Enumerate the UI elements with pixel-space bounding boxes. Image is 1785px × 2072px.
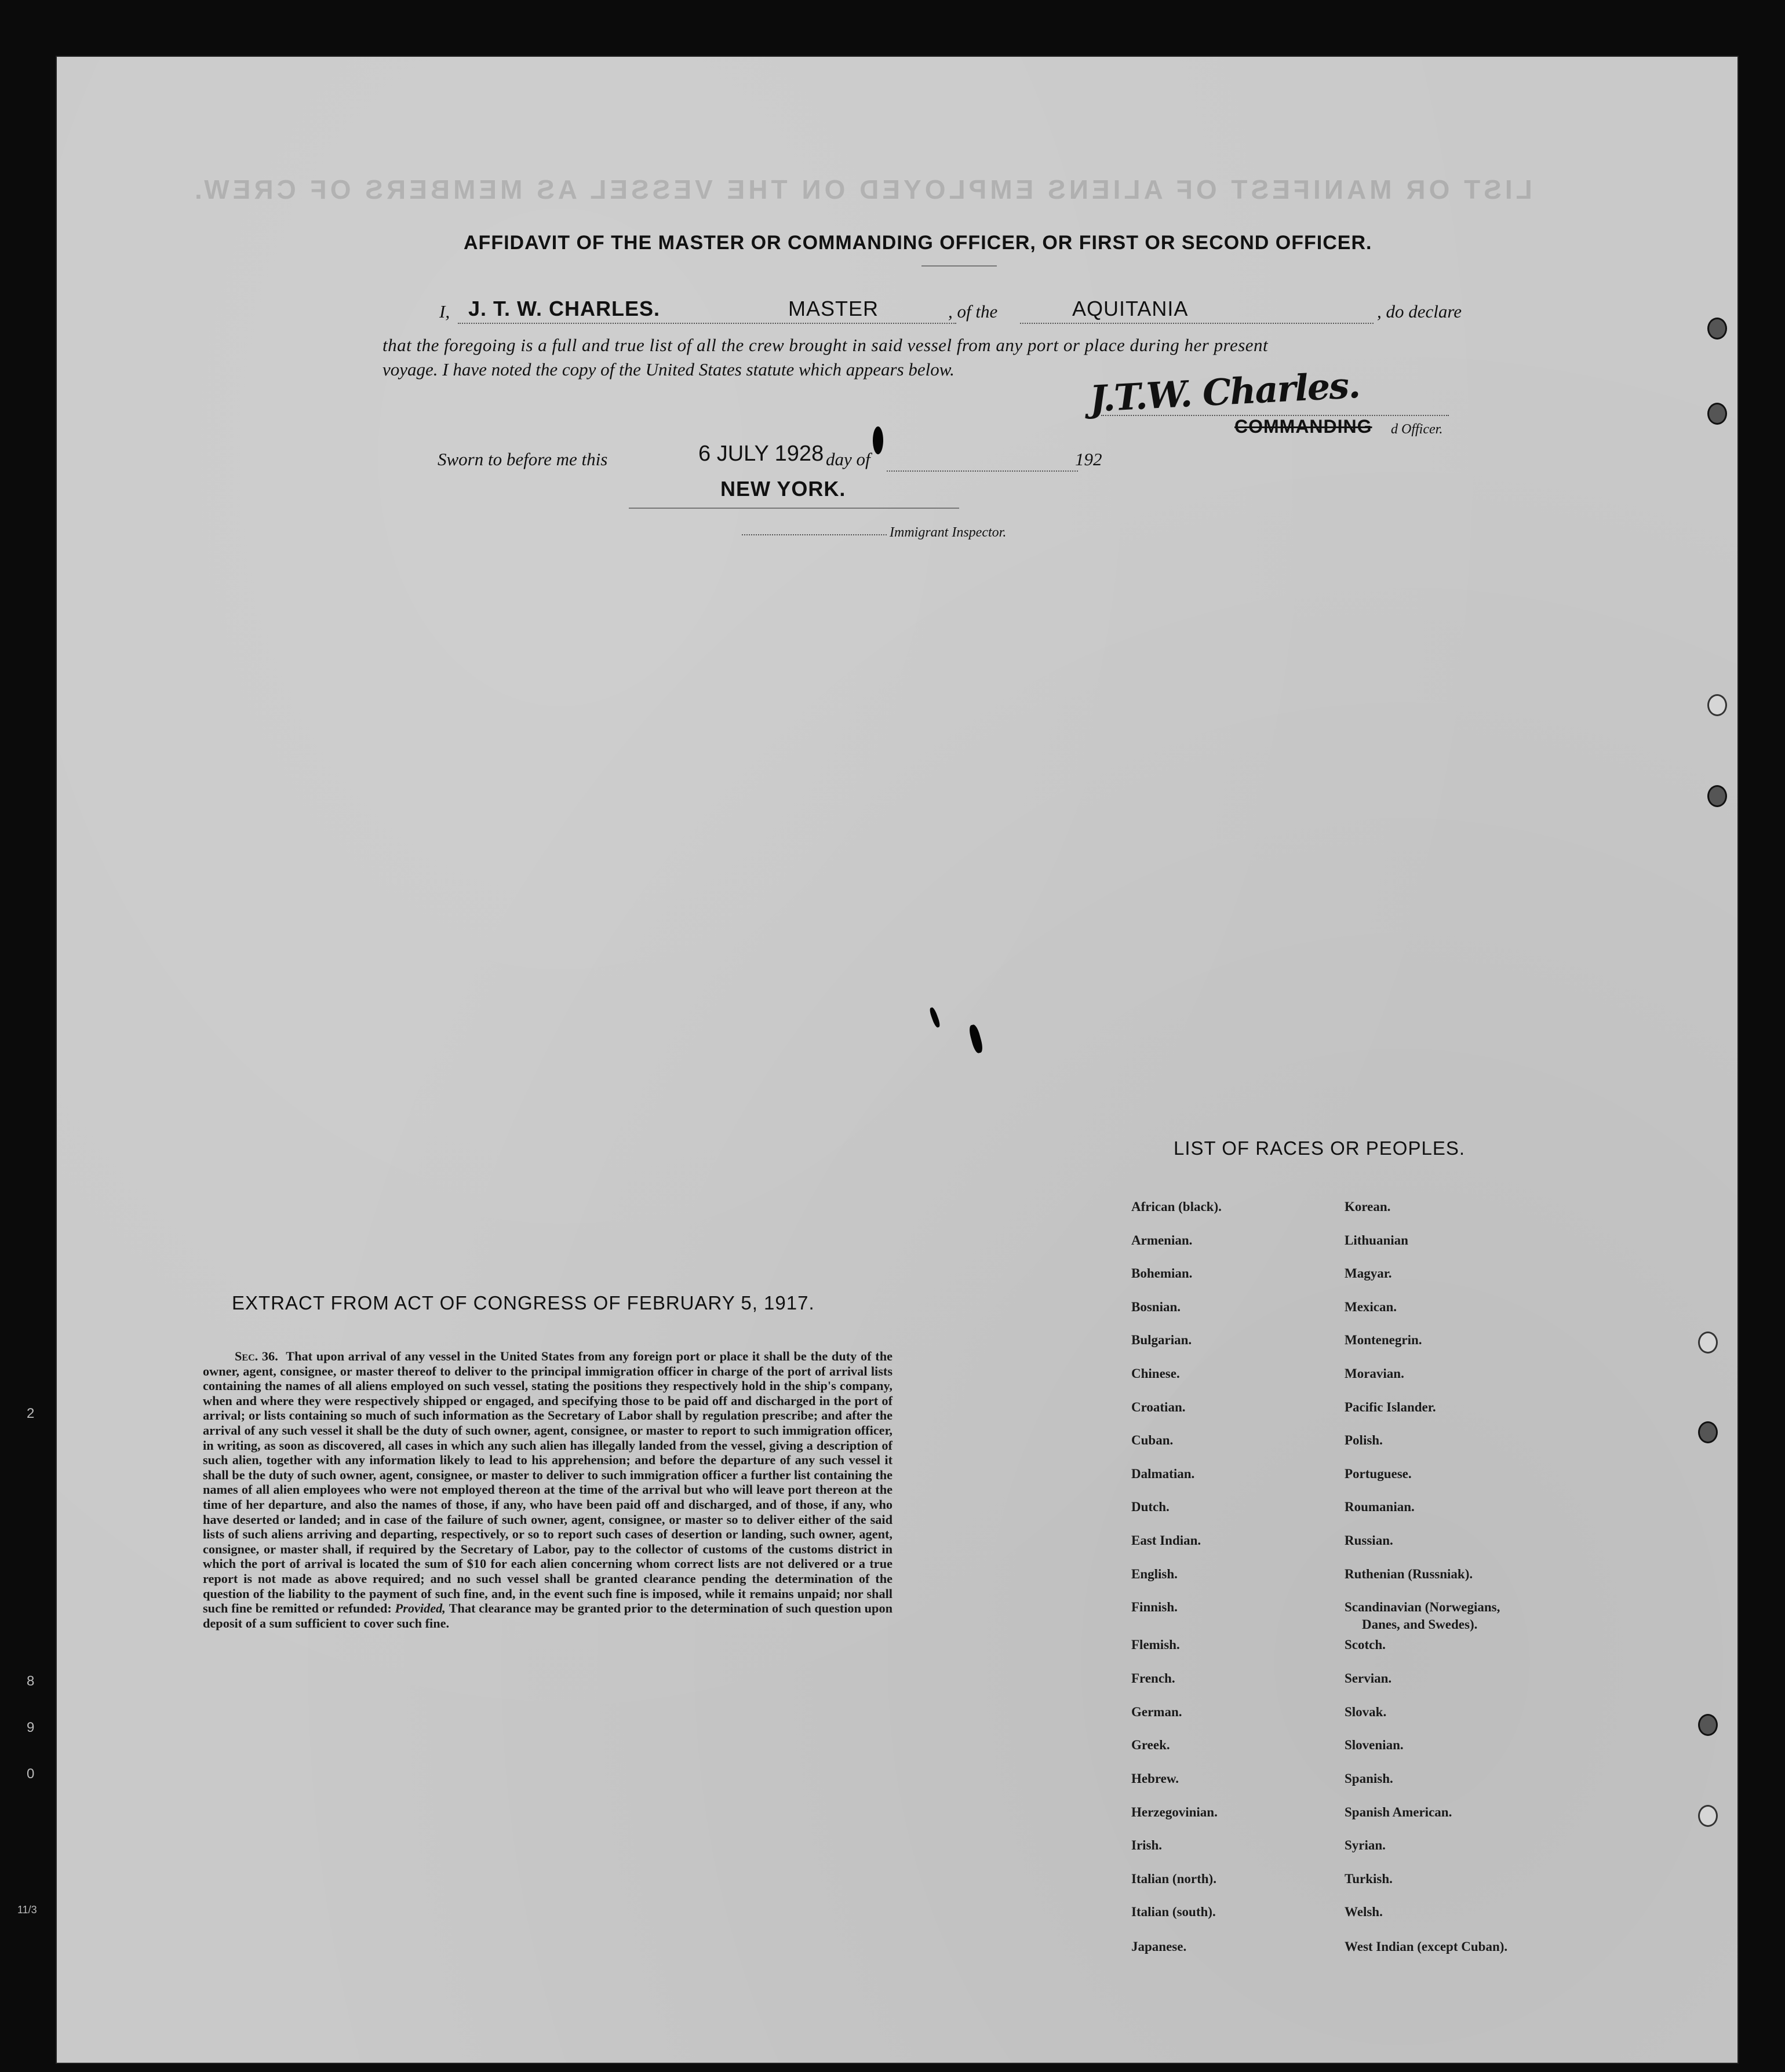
race-item: Servian. [1345, 1671, 1392, 1686]
race-item: Roumanian. [1345, 1500, 1415, 1514]
ink-blot [873, 426, 883, 454]
bleed-through-header: LIST OR MANIFEST OF ALIENS EMPLOYED ON THE VESSEL AS MEMBERS OF CREW. [191, 174, 1532, 205]
race-item: Portuguese. [1345, 1467, 1412, 1481]
race-item: Italian (north). [1131, 1872, 1216, 1886]
race-item: Scandinavian (Norwegians, [1345, 1600, 1500, 1614]
race-item: Scotch. [1345, 1637, 1386, 1652]
race-item: Russian. [1345, 1533, 1393, 1548]
signature-line [1101, 415, 1449, 416]
declarant-prefix: I, [439, 301, 450, 322]
sworn-label: Sworn to before me this [438, 449, 608, 469]
races-title: LIST OF RACES OR PEOPLES. [1174, 1137, 1466, 1159]
margin-mark: 0 [27, 1766, 35, 1782]
race-item: Herzegovinian. [1131, 1805, 1218, 1819]
race-item: Dalmatian. [1131, 1467, 1195, 1481]
race-item: Chinese. [1131, 1366, 1180, 1381]
race-item: Bosnian. [1131, 1300, 1181, 1314]
race-item: Syrian. [1345, 1838, 1386, 1852]
race-item: Danes, and Swedes). [1362, 1617, 1478, 1632]
race-item: German. [1131, 1705, 1182, 1719]
race-item: African (black). [1131, 1199, 1222, 1214]
race-item: Spanish American. [1345, 1805, 1452, 1819]
margin-mark: 11/3 [17, 1904, 37, 1916]
race-item: Flemish. [1131, 1637, 1180, 1652]
race-item: Korean. [1345, 1199, 1391, 1214]
race-item: West Indian (except Cuban). [1345, 1939, 1508, 1954]
act-provided-word: Provided, [395, 1601, 446, 1616]
name-line [458, 323, 956, 324]
act-title: EXTRACT FROM ACT OF CONGRESS OF FEBRUARY 5, 1917. [232, 1292, 815, 1314]
race-item: French. [1131, 1671, 1175, 1686]
place-line [629, 508, 959, 509]
declarant-position: MASTER [788, 297, 879, 320]
act-provided-text: That clearance may be granted prior to the determination of such question upon deposit of a sum sufficient to cover such fine. [203, 1601, 893, 1630]
race-item: Dutch. [1131, 1500, 1170, 1514]
vessel-line [1020, 323, 1374, 324]
race-item: Spanish. [1345, 1771, 1393, 1786]
race-item: Bohemian. [1131, 1266, 1193, 1281]
race-item: Pacific Islander. [1345, 1400, 1436, 1414]
margin-mark: 8 [27, 1673, 35, 1689]
race-item: Finnish. [1131, 1600, 1178, 1614]
act-section-text [203, 1349, 893, 1630]
binder-hole [1707, 403, 1727, 425]
inspector-line [742, 534, 887, 535]
race-item: English. [1131, 1567, 1178, 1581]
year-prefix: 192 [1075, 449, 1102, 469]
affidavit-title: AFFIDAVIT OF THE MASTER OR COMMANDING OFFICER, OR FIRST OR SECOND OFFICER. [464, 232, 1372, 254]
inspector-label: Immigrant Inspector. [890, 525, 1007, 540]
act-body-text: That upon arrival of any vessel in the United States from any foreign port or place it shall be the duty of the owner, agent, consignee, or master thereof to deliver to the principal immigration officer in charge of the port of arrival lists containing the names of all aliens employed on such vessel, stating the positions they respectively hold in the ship's company, when and where they were respectively shipped or engaged, and specifying those to be paid off and discharged in the port of arrival; or lists containing so much of such information as the Secretary of Labor shall by regulation prescribe; and after the arrival of any such vessel it shall be the duty of such owner, agent, consignee, or master to report to such immigration officer, in writing, as soon as discovered, all cases in which any such alien has illegally landed from the vessel, giving a description of such alien, together with any information likely to lead to his apprehension; and before the departure of any such vessel it shall be the duty of such owner, agent, consignee, or master to deliver to such immigration officer a further list containing the names of all alien employees who were not employed thereon at the time of the arrival but who will leave port thereon at the time of her departure, and also the names of those, if any, who have been paid off and discharged, and of those, if any, who have deserted or landed; and in case of the failure of such owner, agent, consignee, or master so to deliver either of the said lists of such aliens arriving and departing, respectively, or so to report such cases of desertion or landing, such owner, agent, consignee, or master shall, if required by the Secretary of Labor, pay to the collector of customs of the customs district in which the port of arrival is located the sum of $10 for each alien concerning whom correct lists are not delivered or a true report is not made as above required; and no such vessel shall be granted clearance pending the determination of the question of the liability to the payment of such fine, and, in the event such fine is imposed, while it remains unpaid; nor shall such fine be remitted or refunded: [203, 1349, 893, 1616]
race-item: Mexican. [1345, 1300, 1397, 1314]
sworn-place: NEW YORK. [720, 477, 846, 501]
race-item: Lithuanian [1345, 1233, 1408, 1247]
declarant-name: J. T. W. CHARLES. [468, 297, 661, 320]
race-item: Irish. [1131, 1838, 1163, 1852]
master-signature: J.T.W. Charles. [1088, 363, 1361, 421]
race-item: Hebrew. [1131, 1771, 1179, 1786]
race-item: Bulgarian. [1131, 1333, 1192, 1347]
margin-mark: 9 [27, 1720, 35, 1735]
race-item: Polish. [1345, 1433, 1383, 1447]
act-section-label: Sec. 36. [235, 1349, 278, 1363]
binder-hole [1707, 785, 1727, 807]
race-item: Turkish. [1345, 1872, 1393, 1886]
race-item: Slovak. [1345, 1705, 1387, 1719]
binder-hole [1707, 694, 1727, 716]
sworn-date: 6 JULY 1928 [698, 442, 824, 466]
race-item: East Indian. [1131, 1533, 1201, 1548]
race-item: Slovenian. [1345, 1738, 1404, 1752]
binder-hole [1698, 1714, 1718, 1736]
day-of-line [887, 470, 1078, 472]
race-item: Croatian. [1131, 1400, 1186, 1414]
title-underline [921, 265, 997, 267]
race-item: Armenian. [1131, 1233, 1193, 1247]
affidavit-line-2: that the foregoing is a full and true list of all the crew brought in said vessel from any port or place during her present [382, 335, 1269, 355]
binder-hole [1698, 1332, 1718, 1354]
race-item: Japanese. [1131, 1939, 1187, 1954]
day-of-label: day of [826, 449, 870, 469]
race-item: Magyar. [1345, 1266, 1392, 1281]
race-item: Moravian. [1345, 1366, 1404, 1381]
vessel-name: AQUITANIA [1072, 297, 1189, 320]
affidavit-line-3: voyage. I have noted the copy of the United States statute which appears below. [382, 359, 955, 380]
race-item: Greek. [1131, 1738, 1170, 1752]
binder-hole [1698, 1805, 1718, 1827]
manifest-page [56, 56, 1739, 2064]
officer-stamp: COMMANDING [1234, 416, 1372, 437]
race-item: Ruthenian (Russniak). [1345, 1567, 1473, 1581]
race-item: Montenegrin. [1345, 1333, 1422, 1347]
binder-hole [1698, 1421, 1718, 1443]
race-item: Welsh. [1345, 1905, 1383, 1919]
declare-label: , do declare [1377, 301, 1462, 322]
binder-hole [1707, 318, 1727, 340]
of-the-label: , of the [948, 301, 998, 322]
officer-suffix: d Officer. [1391, 422, 1443, 437]
race-item: Cuban. [1131, 1433, 1174, 1447]
margin-mark: 2 [27, 1406, 35, 1421]
race-item: Italian (south). [1131, 1905, 1216, 1919]
